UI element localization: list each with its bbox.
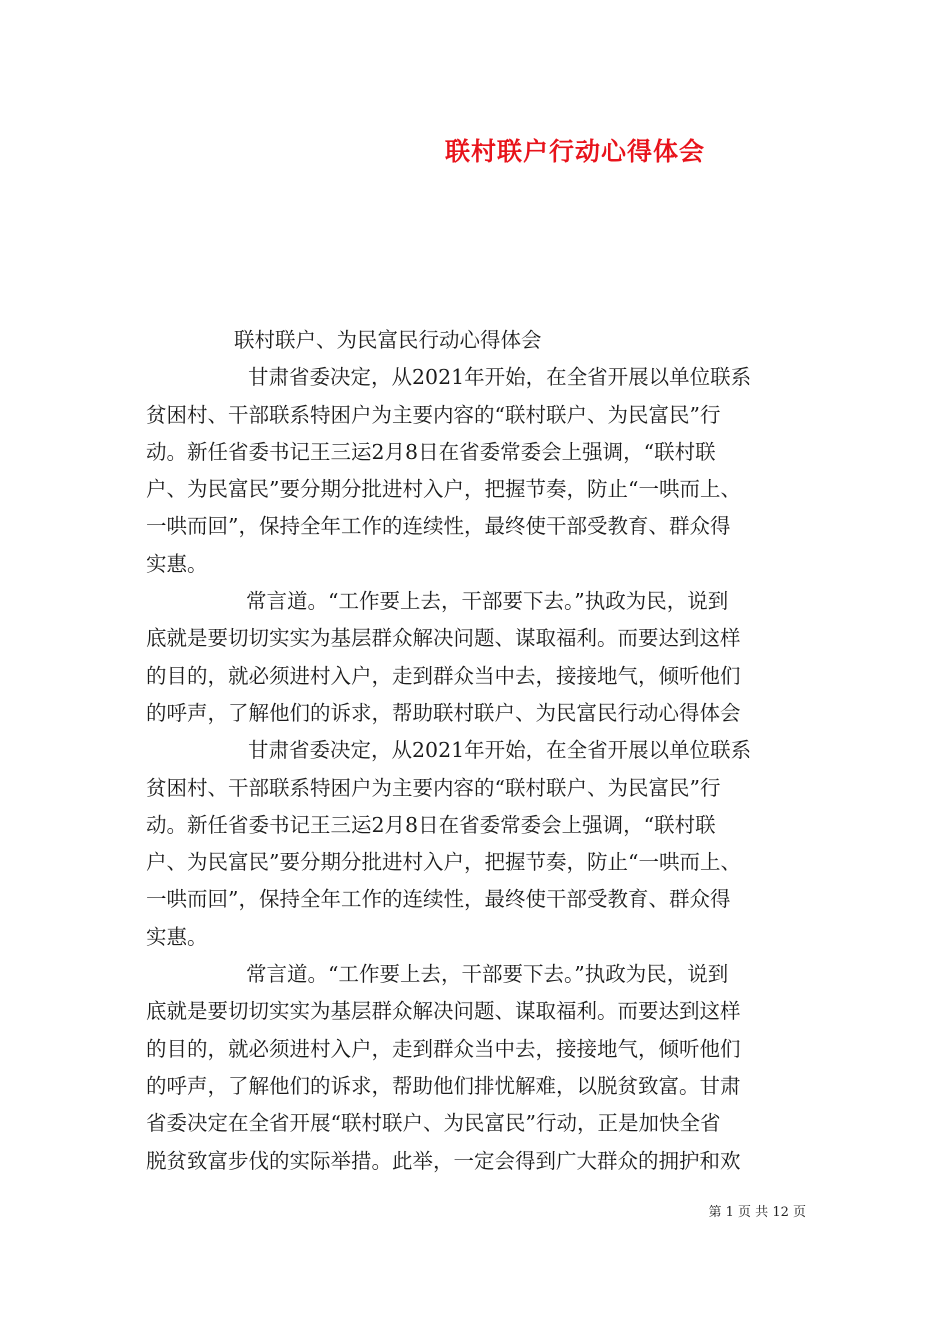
text-line: 户、为民富民”要分期分批进村入户，把握节奏，防止“一哄而上、 xyxy=(146,850,741,875)
text-line: 联村联户、为民富民行动心得体会 xyxy=(234,328,542,352)
text-line: 实惠。 xyxy=(146,551,208,576)
text-line: 户、为民富民”要分期分批进村入户，把握节奏，防止“一哄而上、 xyxy=(146,477,741,502)
text-line: 贫困村、干部联系特困户为主要内容的“联村联户、为民富民”行 xyxy=(146,402,721,427)
text-line: 的呼声，了解他们的诉求，帮助他们排忧解难，以脱贫致富。甘肃 xyxy=(146,1073,741,1098)
text-line: 的目的，就必须进村入户，走到群众当中去，接接地气，倾听他们 xyxy=(146,663,741,688)
text-line: 甘肃省委决定，从2021年开始，在全省开展以单位联系 xyxy=(248,738,752,763)
text-line: 动。新任省委书记王三运2月8日在省委常委会上强调，“联村联 xyxy=(146,812,716,837)
text-line: 贫困村、干部联系特困户为主要内容的“联村联户、为民富民”行 xyxy=(146,775,721,800)
text-line: 底就是要切切实实为基层群众解决问题、谋取福利。而要达到这样 xyxy=(146,626,741,651)
text-line: 常言道。“工作要上去，干部要下去。”执政为民，说到 xyxy=(246,589,729,614)
document-title-text: 联村联户行动心得体会 xyxy=(444,137,705,166)
text-line: 甘肃省委决定，从2021年开始，在全省开展以单位联系 xyxy=(248,365,752,390)
text-line: 一哄而回”，保持全年工作的连续性，最终使干部受教育、群众得 xyxy=(146,887,731,912)
text-line: 常言道。“工作要上去，干部要下去。”执政为民，说到 xyxy=(246,962,729,987)
document-title xyxy=(0,132,950,168)
text-line: 动。新任省委书记王三运2月8日在省委常委会上强调，“联村联 xyxy=(146,439,716,464)
text-line: 一哄而回”，保持全年工作的连续性，最终使干部受教育、群众得 xyxy=(146,514,731,539)
text-line: 脱贫致富步伐的实际举措。此举，一定会得到广大群众的拥护和欢 xyxy=(146,1148,741,1173)
text-line: 省委决定在全省开展“联村联户、为民富民”行动，正是加快全省 xyxy=(146,1111,721,1136)
page-number: 第 1 页 共 12 页 xyxy=(708,1205,806,1220)
text-line: 的目的，就必须进村入户，走到群众当中去，接接地气，倾听他们 xyxy=(146,1036,741,1061)
text-line: 实惠。 xyxy=(146,924,208,949)
document-body xyxy=(146,322,812,1180)
text-line: 的呼声，了解他们的诉求，帮助联村联户、为民富民行动心得体会 xyxy=(146,700,741,725)
text-line: 底就是要切切实实为基层群众解决问题、谋取福利。而要达到这样 xyxy=(146,999,741,1024)
